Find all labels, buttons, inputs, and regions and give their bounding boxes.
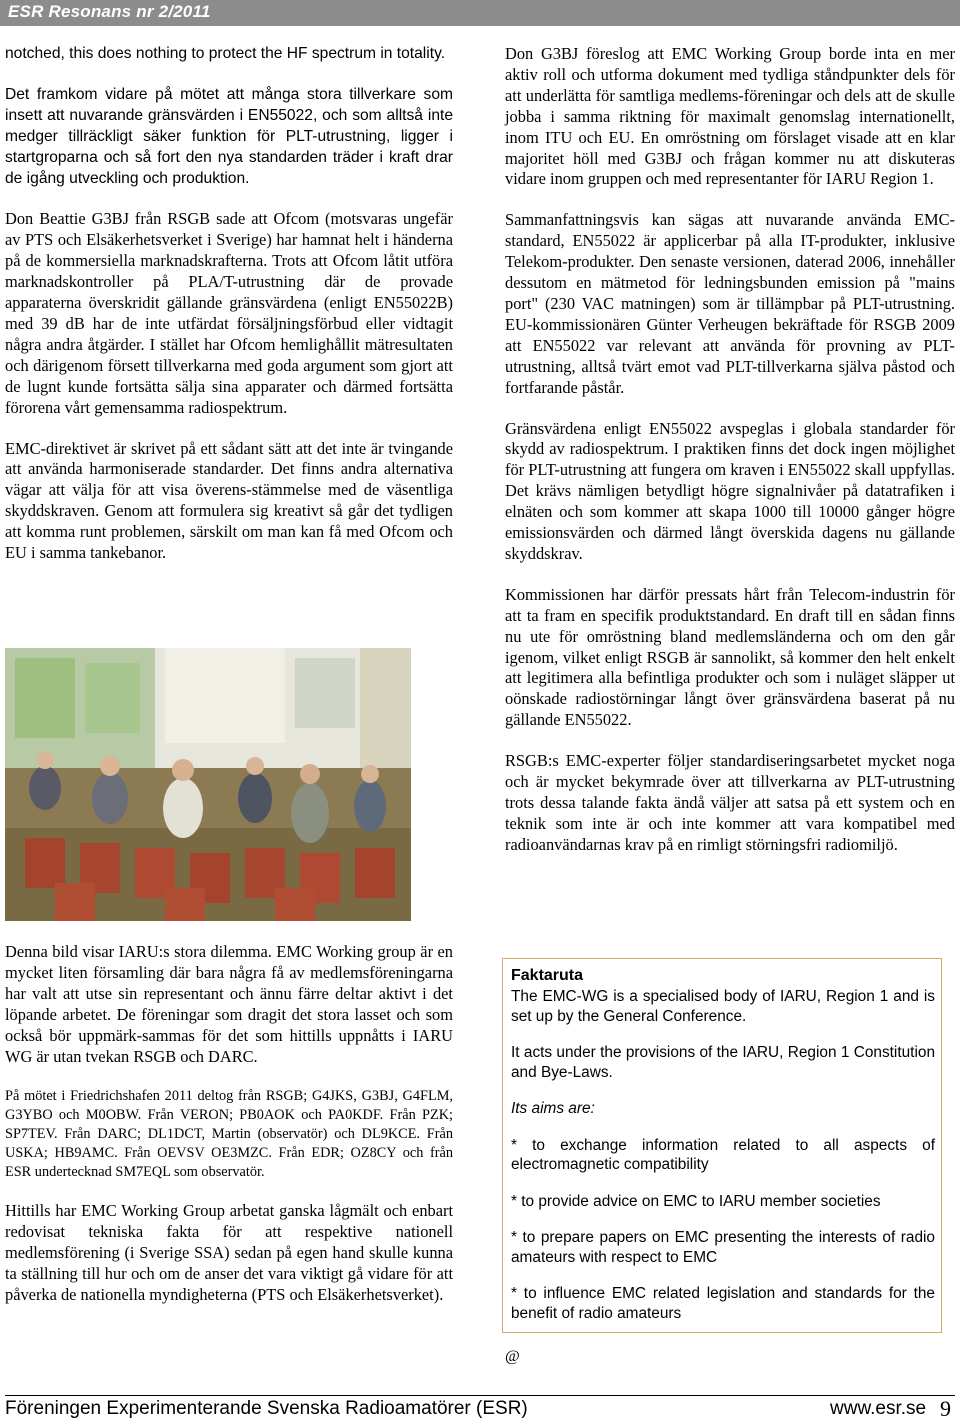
- footer-website: www.esr.se: [830, 1398, 927, 1419]
- fact-box: [502, 958, 942, 1333]
- right-column: [505, 44, 955, 856]
- paragraph-summary: Sammanfattningsvis kan sägas att nuvarande använda EMC-standard, EN55022 är applicerbar på alla IT-produkter, inklusive Telekom-produkter. Den senaste versionen, daterad 2006, innehåller dessutom en mätmetod för ledningsbunden emission på "mains port" (230 VAC matningen) som är tillämpbar på PLT-utrustning. EU-kommissionären Günter Verheugen bekräftade för RSGB 2009 att EN55022 var relevant att använda för provning av PLT-utrustning, alltså tvärt emot vad PLT-tillverkarna själva påstod och fortfarande påstår.: [505, 210, 955, 397]
- fact-box-aim: * to influence EMC related legislation and standards for the benefit of radio amateurs: [511, 1285, 935, 1322]
- publication-title: ESR Resonans nr 2/2011: [8, 2, 211, 21]
- fact-box-aim: * to prepare papers on EMC presenting the interests of radio amateurs with respect to EMC: [511, 1229, 935, 1266]
- paragraph-emc-directive: EMC-direktivet är skrivet på ett sådant sätt att det inte är tvingande att använda harmoniserade standarder. Det finns andra alternativa vägar att välja för att visa överens-stämmelse med de väsentliga skyddskraven. Genom att formulera sig kreativt så går det tydligen att komma runt problemen, särskilt om man kan få med Ofcom och EU i samma tankebanor.: [5, 438, 453, 563]
- attendees-list: På mötet i Friedrichshafen 2011 deltog från RSGB; G4JKS, G3BJ, G4FLM, G3YBO och M0OBW. Från VERON; PB0AOK och PA0KDF. Från PZK; SP7TEV. Från DARC; DL1DCT, Martin (observatör) och DL9KCE. Från USKA; HB9AMC. Från OEVSV OE3MZC. Från EDR; OZ8CY och från ESR undertecknad SM7EQL som observatör.: [5, 1088, 453, 1180]
- footer-organization: Föreningen Experimenterande Svenska Radioamatörer (ESR): [5, 1398, 528, 1419]
- paragraph-rsgb-experts: RSGB:s EMC-experter följer standardiseringsarbetet mycket noga och är mycket bekymrade över att tillverkarna av PLT-utrustning trots dessa talande fakta ändå väljer att satsa på ett system och en teknik som inte är och inte kommer att vara kompatibel med radioanvändarnas krav på en rimligt störningsfri radiomiljö.: [505, 751, 955, 854]
- paragraph-g3bj-proposal: Don G3BJ föreslog att EMC Working Group borde inta en mer aktiv roll och utforma dokument med tydliga ståndpunkter dels för att underlätta för samtliga medlems-föreningar och dels att de skulle jobba i samma riktning för maximalt genomslag internationellt, inom ITU och EU. En omröstning om förslaget visade att en klar majoritet höll med G3BJ och frågan kommer nu att diskuteras vidare inom gruppen och med representanter för IARU Region 1.: [505, 44, 955, 189]
- paragraph-limits: Gränsvärdena enligt EN55022 avspeglas i globala standarder för skydd av radiospektrum. I praktiken finns det dock ingen möjlighet för PLT-utrustning att fungera om kraven i EN55022 skall uppfyllas. Det krävs nämligen betydligt högre signalnivåer på datatrafiken i elnäten och som kommer att skapa 1000 till 10000 gånger högre emissionsvärden och därmed långt överskida dagens nu gällande skyddskrav.: [505, 418, 955, 563]
- header-bar: [0, 0, 960, 26]
- paragraph-ofcom: Don Beattie G3BJ från RSGB sade att Ofcom (motsvaras ungefär av PTS och Elsäkerhetsverket i Sverige) har hamnat helt i händerna på de kommersiella marknadskrafterna. Trots att Ofcom låtit utföra marknadskontroller på PLA/T-utrustning där de provade apparaterna överskridit gällande gränsvärdena (enligt EN55022B) med 39 dB har de inte utfärdat försäljningsförbud eller vidtagit några andra åtgärder. I stället har Ofcom hemlighållit mätresultaten och därigenom försett tillverkarna med goda argument som gjort att de lugnt kunde fortsätta sälja sina apparater och därmed fortsätta förorena vårt gemensamma radiospektrum.: [5, 209, 453, 417]
- paragraph-hf-spectrum: notched, this does nothing to protect the HF spectrum in totality.: [5, 45, 446, 62]
- fact-box-aims-heading: Its aims are:: [511, 1100, 595, 1117]
- fact-box-title: Faktaruta: [511, 967, 584, 984]
- fact-box-aim: * to exchange information related to all aspects of electromagnetic compatibility: [511, 1136, 935, 1173]
- paragraph-manufacturers: Det framkom vidare på mötet att många stora tillverkare som insett att nuvarande gränsvärden i EN55022, och som alltså inte medger tillräckligt säker funktion för PLT-utrustning, ligger i startgroparna och så fort den nya standarden träder i kraft drar de igång utveckling och produktion.: [5, 85, 453, 187]
- fact-box-provisions: It acts under the provisions of the IARU, Region 1 Constitution and Bye-Laws.: [511, 1044, 935, 1081]
- left-column-lower: [5, 942, 453, 1306]
- page-number: 9: [940, 1396, 951, 1421]
- photo-caption: Denna bild visar IARU:s stora dilemma. EMC Working group är en mycket liten församling där bara några få av medlemsföreningarna har valt att utse sin representant och ännu färre deltar aktivt i det löpande arbetet. De föreningar som dragit det stora lasset och som också bör uppmärk-sammas för det som hittills uppnåtts i IARU WG är utan tvekan RSGB och DARC.: [5, 942, 453, 1066]
- paragraph-commission: Kommissionen har därför pressats hårt från Telecom-industrin för att ta fram en specifik produktstandard. En draft till en sådan finns nu ute för omröstning bland medlemsländerna och om den går igenom, vilket enligt RSGB är sannolikt, så kommer den helt enkelt att legitimera alla befintliga produkter och som i nuläget släpper ut oönskade radiostörningar långt över gränsvärdena baserat på nu gällande EN55022.: [505, 584, 955, 730]
- fact-box-intro: The EMC-WG is a specialised body of IARU, Region 1 and is set up by the General Conference.: [511, 988, 935, 1025]
- meeting-photo: [5, 648, 411, 921]
- fact-box-aim: * to provide advice on EMC to IARU member societies: [511, 1192, 881, 1210]
- paragraph-working-group: Hittills har EMC Working Group arbetat ganska lågmält och enbart redovisat tekniska fakta för att respektive nationell medlemsförening (i Sverige SSA) sedan på egen hand skulle kunna ta ställning till hur och om de anser det vara viktigt gå vidare för att påverka de nationella myndigheterna (PTS och Elsäkerhetsverket).: [5, 1201, 453, 1305]
- at-sign: @: [505, 1348, 520, 1365]
- left-column: [5, 44, 453, 564]
- footer-divider: [5, 1395, 955, 1396]
